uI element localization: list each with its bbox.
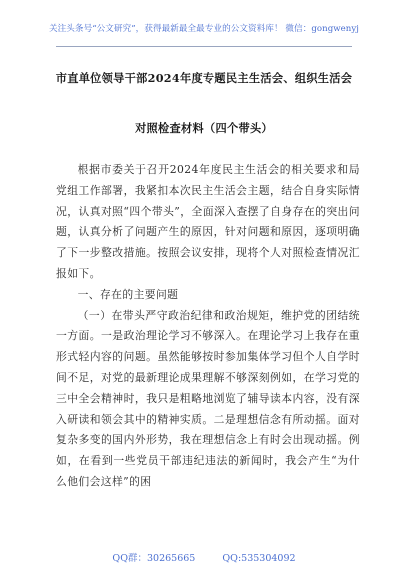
document-title-line1: 市直单位领导干部2024年度专题民主生活会、组织生活会 bbox=[55, 71, 353, 85]
document-title-line2: 对照检查材料（四个带头） bbox=[135, 121, 273, 135]
header-notice: 关注头条号“公文研究”，获得最新最全最专业的公文资料库！ 微信：gongwenyj bbox=[49, 24, 359, 34]
header-divider bbox=[56, 46, 352, 47]
subsection-paragraph: （一）在带头严守政治纪律和政治规矩，维护党的团结统一方面。一是政治理论学习不够深入。在理论学习上我存在重形式轻内容的问题。虽然能够按时参加集体学习但个人自学时间不足，对党的最新理论成果理解不够深刻例如，在学习党的三中全会精神时，我只是粗略地浏览了辅导读本内容，没有深入研读和领会其中的精神实质。二是理想信念有所动摇。面对复杂多变的国内外形势，我在理想信念上有时会出现动摇。例如，在看到一些党员干部违纪违法的新闻时，我会产生“为什么他们会这样”的困 bbox=[56, 308, 360, 488]
footer-qq-number: QQ:535304092 bbox=[222, 553, 296, 564]
footer-qq-group: QQ群：30265665 bbox=[112, 553, 196, 564]
document-body bbox=[56, 160, 360, 493]
footer-contact bbox=[0, 550, 408, 564]
section-heading: 一、存在的主要问题 bbox=[77, 287, 179, 301]
intro-paragraph: 根据市委关于召开2024年度民主生活会的相关要求和局党组工作部署，我紧扣本次民主生活会主题，结合自身实际情况，认真对照“四个带头”，全面深入查摆了自身存在的突出问题，认真分析了问题产生的原因，针对问题和原因，逐项明确了下一步整改措施。按照会议安排，现将个人对照检查情况汇报如下。 bbox=[56, 163, 360, 280]
